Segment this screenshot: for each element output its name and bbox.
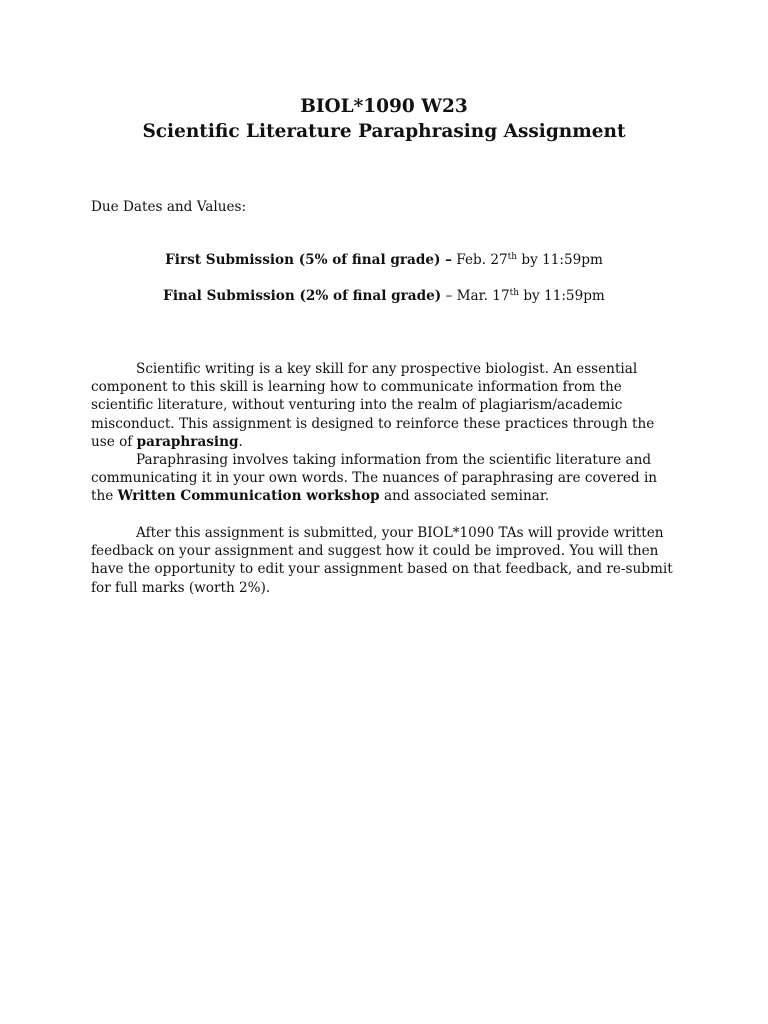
first-submission-date: Feb. 27 — [451, 252, 508, 268]
assignment-title: Scientific Literature Paraphrasing Assignment — [142, 121, 626, 142]
first-submission-line — [0, 251, 768, 269]
feedback-paragraph-text: After this assignment is submitted, your BIOL*1090 TAs will provide written feedback on your assignment and suggest how it could be improved. You will then have the opportunity to edit your assignment based on that feedback, and re-submit for full marks (worth 2%). — [91, 525, 673, 596]
paraphrasing-paragraph-text: Paraphrasing involves taking information from the scientific literature and communicating it in your own words. The nuances of paraphrasing are covered in the — [91, 452, 658, 505]
final-submission-time: by 11:59pm — [519, 288, 605, 304]
first-submission-date-suffix: th — [507, 252, 518, 262]
course-code-title: BIOL*1090 W23 — [300, 96, 468, 117]
intro-paragraph-bold: paraphrasing — [136, 433, 239, 450]
final-submission-line — [0, 287, 768, 305]
intro-paragraph-end: . — [238, 433, 243, 450]
first-submission-label: First Submission (5% of final grade) – — [165, 252, 452, 268]
paraphrasing-paragraph — [91, 451, 681, 506]
due-dates-heading: Due Dates and Values: — [91, 199, 247, 215]
final-submission-date: – Mar. 17 — [441, 288, 510, 304]
first-submission-time: by 11:59pm — [517, 252, 603, 268]
intro-paragraph-text: Scientific writing is a key skill for any prospective biologist. An essential component to this skill is learning how to communicate information from the scientific literature, without venturing into the realm of plagiarism/academic misconduct. This assignment is designed to reinforce these practices through the use of — [91, 361, 655, 450]
document-title — [0, 94, 768, 144]
feedback-paragraph — [91, 524, 681, 597]
paraphrasing-paragraph-end: and associated seminar. — [379, 488, 550, 505]
final-submission-date-suffix: th — [509, 288, 520, 298]
workshop-name: Written Communication workshop — [117, 488, 380, 505]
final-submission-label: Final Submission (2% of final grade) — [163, 288, 442, 304]
intro-paragraph — [91, 360, 681, 451]
